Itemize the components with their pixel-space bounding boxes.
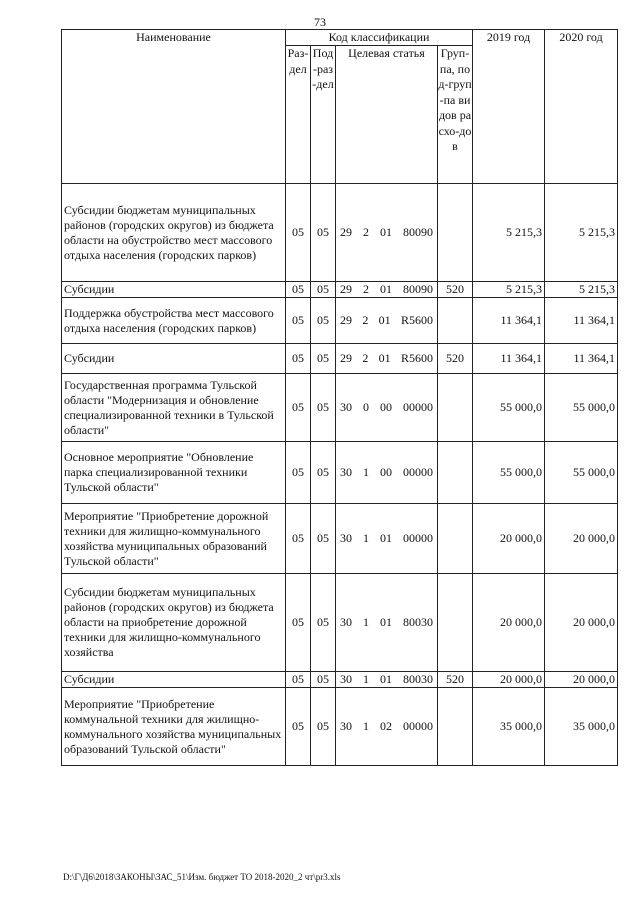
row-year-2019: 5 215,3 (473, 282, 545, 298)
target-article-part: 00 (380, 465, 392, 479)
row-expense-group (438, 442, 473, 504)
target-article-part: 01 (380, 615, 392, 629)
budget-table (61, 29, 618, 766)
row-razdel: 05 (286, 344, 311, 374)
row-target-article (336, 504, 438, 574)
row-name: Государственная программа Тульской области "Модернизация и обновление специализированной техники в Тульской области" (62, 374, 286, 442)
table-row (62, 374, 618, 442)
table-row (62, 688, 618, 766)
target-article-part: 1 (363, 719, 369, 733)
row-razdel: 05 (286, 282, 311, 298)
row-target-article (336, 374, 438, 442)
table-row (62, 282, 618, 298)
target-article-part: 80090 (403, 225, 433, 239)
target-article-part: 2 (362, 351, 369, 365)
row-target-article (336, 282, 438, 298)
target-article-part: 00 (380, 400, 392, 414)
row-expense-group: 520 (438, 672, 473, 688)
target-article-part: 80030 (403, 672, 433, 686)
target-article-part: 1 (363, 531, 369, 545)
row-podrazdel: 05 (311, 504, 336, 574)
row-podrazdel: 05 (311, 298, 336, 344)
target-article-part: 30 (340, 672, 352, 686)
target-article-part: 1 (363, 615, 369, 629)
target-article-part: 00000 (403, 400, 433, 414)
row-name: Мероприятие "Приобретение дорожной техники для жилищно-коммунального хозяйства муниципальных образований Тульской области" (62, 504, 286, 574)
target-article-part: 01 (378, 351, 391, 365)
row-expense-group (438, 688, 473, 766)
target-article-part: 2 (363, 225, 369, 239)
file-path-footer: D:\Г\Д6\2018\ЗАКОНЫ\ЗАС_51\Изм. бюджет ТО 2018-2020_2 чт\pr3.xls (63, 872, 341, 882)
row-year-2019: 35 000,0 (473, 688, 545, 766)
header-classification: Код классификации (286, 30, 473, 46)
target-article-part: 29 (340, 313, 352, 327)
row-podrazdel: 05 (311, 344, 336, 374)
target-article-part: 80090 (403, 282, 433, 296)
row-target-article (336, 184, 438, 282)
target-article-part: 29 (340, 282, 352, 296)
row-razdel: 05 (286, 504, 311, 574)
row-year-2020: 5 215,3 (545, 282, 618, 298)
row-target-article (336, 688, 438, 766)
row-expense-group: 520 (438, 344, 473, 374)
row-razdel: 05 (286, 574, 311, 672)
target-article-part: 00000 (403, 719, 433, 733)
row-year-2020: 20 000,0 (545, 574, 618, 672)
row-year-2020: 20 000,0 (545, 504, 618, 574)
table-row (62, 344, 618, 374)
row-name: Субсидии (62, 672, 286, 688)
row-podrazdel: 05 (311, 184, 336, 282)
page-number: 73 (314, 15, 326, 29)
row-target-article (336, 344, 438, 374)
row-razdel: 05 (286, 672, 311, 688)
row-expense-group: 520 (438, 282, 473, 298)
row-year-2019: 5 215,3 (473, 184, 545, 282)
target-article-part: 0 (363, 400, 369, 414)
row-year-2020: 5 215,3 (545, 184, 618, 282)
table-row (62, 574, 618, 672)
header-name: Наименование (62, 30, 286, 184)
target-article-part: 80030 (403, 615, 433, 629)
target-article-part: 01 (378, 313, 391, 327)
header-expense-group: Груп-па, под-груп-па видов расхо-дов (438, 46, 473, 184)
row-target-article (336, 442, 438, 504)
row-razdel: 05 (286, 298, 311, 344)
target-article-part: 1 (363, 465, 369, 479)
row-podrazdel: 05 (311, 672, 336, 688)
target-article-part: 01 (380, 225, 392, 239)
row-target-article (336, 672, 438, 688)
target-article-part: 01 (380, 531, 392, 545)
row-year-2019: 55 000,0 (473, 442, 545, 504)
row-year-2020: 35 000,0 (545, 688, 618, 766)
row-razdel: 05 (286, 442, 311, 504)
header-section: Раз-дел (286, 46, 311, 184)
row-razdel: 05 (286, 688, 311, 766)
row-target-article (336, 574, 438, 672)
row-year-2019: 20 000,0 (473, 574, 545, 672)
row-podrazdel: 05 (311, 282, 336, 298)
target-article-part: 30 (340, 531, 352, 545)
row-podrazdel: 05 (311, 688, 336, 766)
target-article-part: 30 (340, 719, 352, 733)
row-razdel: 05 (286, 184, 311, 282)
row-year-2020: 55 000,0 (545, 374, 618, 442)
row-podrazdel: 05 (311, 374, 336, 442)
row-expense-group (438, 574, 473, 672)
table-row (62, 504, 618, 574)
target-article-part: 02 (380, 719, 392, 733)
row-razdel: 05 (286, 374, 311, 442)
row-year-2019: 20 000,0 (473, 672, 545, 688)
row-name: Субсидии бюджетам муниципальных районов (городских округов) из бюджета области на обустройство мест массового отдыха населения (городских парков) (62, 184, 286, 282)
row-target-article (336, 298, 438, 344)
row-name: Субсидии (62, 282, 286, 298)
header-year-2019: 2019 год (473, 30, 545, 184)
row-year-2019: 11 364,1 (473, 298, 545, 344)
target-article-part: R5600 (400, 313, 433, 327)
row-name: Основное мероприятие "Обновление парка специализированной техники Тульской области" (62, 442, 286, 504)
row-year-2019: 55 000,0 (473, 374, 545, 442)
target-article-part: 30 (340, 400, 352, 414)
table-row (62, 184, 618, 282)
target-article-part: R5600 (400, 351, 433, 365)
row-podrazdel: 05 (311, 442, 336, 504)
header-target-article: Целевая статья (336, 46, 438, 184)
table-row (62, 442, 618, 504)
row-year-2019: 20 000,0 (473, 504, 545, 574)
target-article-part: 30 (340, 615, 352, 629)
target-article-part: 00000 (403, 531, 433, 545)
target-article-part: 2 (362, 313, 369, 327)
target-article-part: 1 (363, 672, 369, 686)
target-article-part: 01 (380, 282, 392, 296)
row-expense-group (438, 374, 473, 442)
header-year-2020: 2020 год (545, 30, 618, 184)
row-year-2019: 11 364,1 (473, 344, 545, 374)
row-name: Мероприятие "Приобретение коммунальной техники для жилищно-коммунального хозяйства муниципальных образований Тульской области" (62, 688, 286, 766)
target-article-part: 29 (340, 225, 352, 239)
header-row-top (62, 30, 618, 46)
row-name: Поддержка обустройства мест массового отдыха населения (городских парков) (62, 298, 286, 344)
target-article-part: 30 (340, 465, 352, 479)
target-article-part: 2 (363, 282, 369, 296)
row-expense-group (438, 298, 473, 344)
row-name: Субсидии (62, 344, 286, 374)
target-article-part: 29 (340, 351, 352, 365)
header-subsection: Под-раз-дел (311, 46, 336, 184)
table-row (62, 672, 618, 688)
target-article-part: 01 (380, 672, 392, 686)
row-year-2020: 11 364,1 (545, 298, 618, 344)
row-expense-group (438, 504, 473, 574)
row-year-2020: 55 000,0 (545, 442, 618, 504)
target-article-part: 00000 (403, 465, 433, 479)
row-year-2020: 11 364,1 (545, 344, 618, 374)
row-year-2020: 20 000,0 (545, 672, 618, 688)
table-row (62, 298, 618, 344)
row-podrazdel: 05 (311, 574, 336, 672)
row-expense-group (438, 184, 473, 282)
row-name: Субсидии бюджетам муниципальных районов (городских округов) из бюджета области на приобретение дорожной техники для жилищно-коммунального хозяйства (62, 574, 286, 672)
